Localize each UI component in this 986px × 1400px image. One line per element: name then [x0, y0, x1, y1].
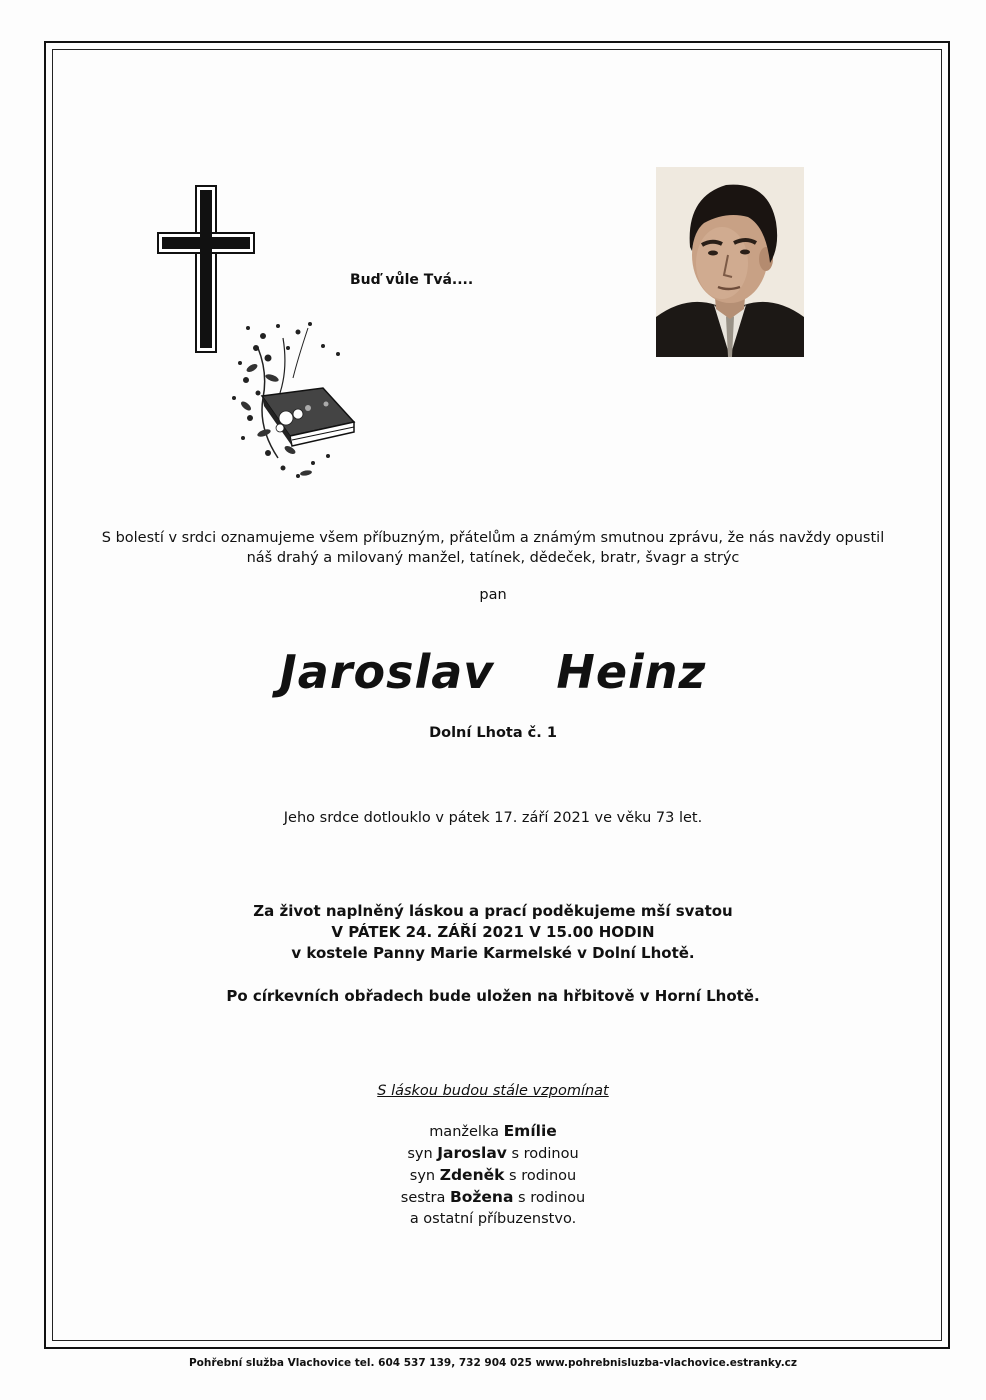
mourner-row: manželka Emílie — [429, 1122, 557, 1140]
remember-title: S láskou budou stále vzpomínat — [377, 1083, 609, 1099]
burial-info: Po církevních obřadech bude uložen na hřbitově v Horní Lhotě. — [226, 987, 760, 1005]
death-notice: Jeho srdce dotlouklo v pátek 17. září 2021 ve věku 73 let. — [283, 810, 703, 826]
intro-text — [0, 528, 986, 568]
address: Dolní Lhota č. 1 — [429, 725, 557, 741]
deceased-name: Jaroslav Heinz — [279, 645, 707, 699]
mass-info — [0, 901, 986, 964]
mourner-row: sestra Božena s rodinou — [400, 1188, 586, 1206]
intro-line-2: náš drahý a milovaný manžel, tatínek, dědeček, bratr, švagr a strýc — [246, 550, 740, 566]
mourner-row: syn Zdeněk s rodinou — [409, 1166, 577, 1184]
mourner-row: syn Jaroslav s rodinou — [407, 1144, 579, 1162]
mass-line-2: V PÁTEK 24. ZÁŘÍ 2021 V 15.00 HODIN — [331, 923, 655, 941]
mourners-list — [0, 1121, 986, 1230]
motto: Buď vůle Tvá.... — [350, 272, 474, 288]
mass-line-3: v kostele Panny Marie Karmelské v Dolní Lhotě. — [291, 944, 695, 962]
mass-line-1: Za život naplněný láskou a prací poděkujeme mší svatou — [253, 902, 733, 920]
portrait-photo — [656, 167, 804, 357]
flowers-book-illustration — [228, 318, 358, 483]
title-word: pan — [479, 587, 507, 603]
intro-line-1: S bolestí v srdci oznamujeme všem příbuzným, přátelům a známým smutnou zprávu, že nás navždy opustil — [101, 530, 885, 546]
footer-contact: Pohřební služba Vlachovice tel. 604 537 139, 732 904 025 www.pohrebnisluzba-vlachovice.estranky.cz — [188, 1357, 798, 1369]
mourner-row: a ostatní příbuzenstvo. — [409, 1211, 577, 1227]
